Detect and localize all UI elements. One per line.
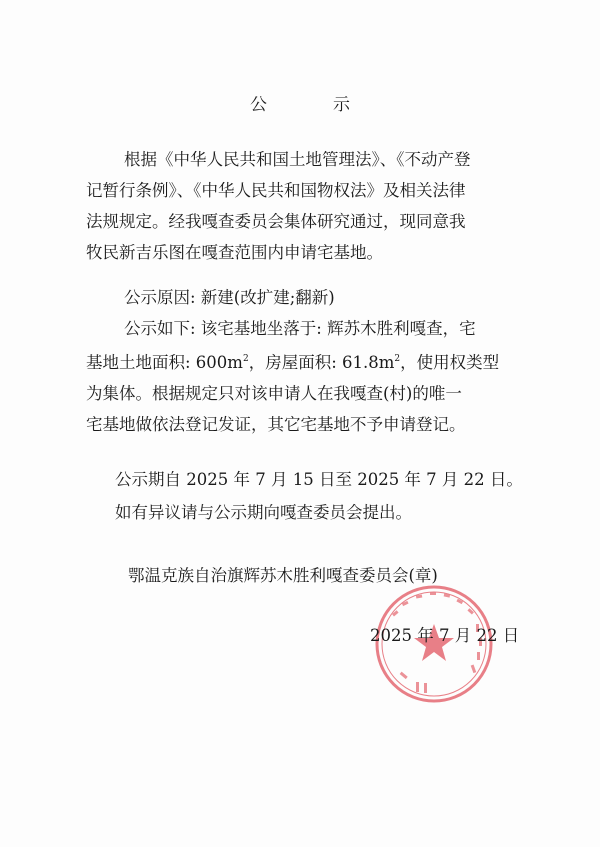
details-line-1: 公示如下: 该宅基地坐落于: 辉苏木胜利嘎查，宅 [124, 319, 476, 338]
house-area-superscript: 2 [394, 354, 401, 364]
period-line: 公示期自 2025 年 7 月 15 日至 2025 年 7 月 22 日。 [115, 470, 523, 489]
paragraph-line: 根据《中华人民共和国土地管理法》、《不动产登 [124, 150, 471, 169]
paragraph-objection [105, 497, 505, 528]
land-area-superscript: 2 [242, 354, 249, 364]
land-area-text: 基地土地面积: 600m [86, 353, 243, 372]
signer-name: 鄂温克族自治旗辉苏木胜利嘎查委员会(章) [128, 566, 438, 585]
details-line-3: 为集体。根据规定只对该申请人在我嘎查(村)的唯一 [86, 384, 462, 403]
document-title [0, 90, 600, 115]
paragraph-basis [86, 144, 505, 268]
objection-line: 如有异议请与公示期向嘎查委员会提出。 [115, 503, 412, 522]
title-char-2: 示 [333, 95, 350, 115]
rights-type-text: ，使用权类型 [400, 353, 500, 372]
paragraph-period [105, 464, 523, 495]
paragraph-line: 记暂行条例》、《中华人民共和国物权法》及相关法律 [86, 181, 466, 200]
paragraph-line: 法规规定。经我嘎查委员会集体研究通过，现同意我 [86, 212, 466, 231]
house-area-text: ，房屋面积: 61.8m [248, 353, 395, 372]
paragraph-reason [105, 282, 505, 313]
details-line-2 [86, 344, 505, 378]
paragraph-line: 牧民新吉乐图在嘎查范围内申请宅基地。 [86, 243, 383, 262]
paragraph-details [86, 313, 505, 440]
details-line-4: 宅基地做依法登记发证，其它宅基地不予申请登记。 [86, 415, 466, 434]
sign-date: 2025 年 7 月 22 日 [370, 626, 520, 645]
title-char-1: 公 [250, 95, 267, 115]
reason-line: 公示原因: 新建(改扩建;翻新) [124, 288, 335, 307]
